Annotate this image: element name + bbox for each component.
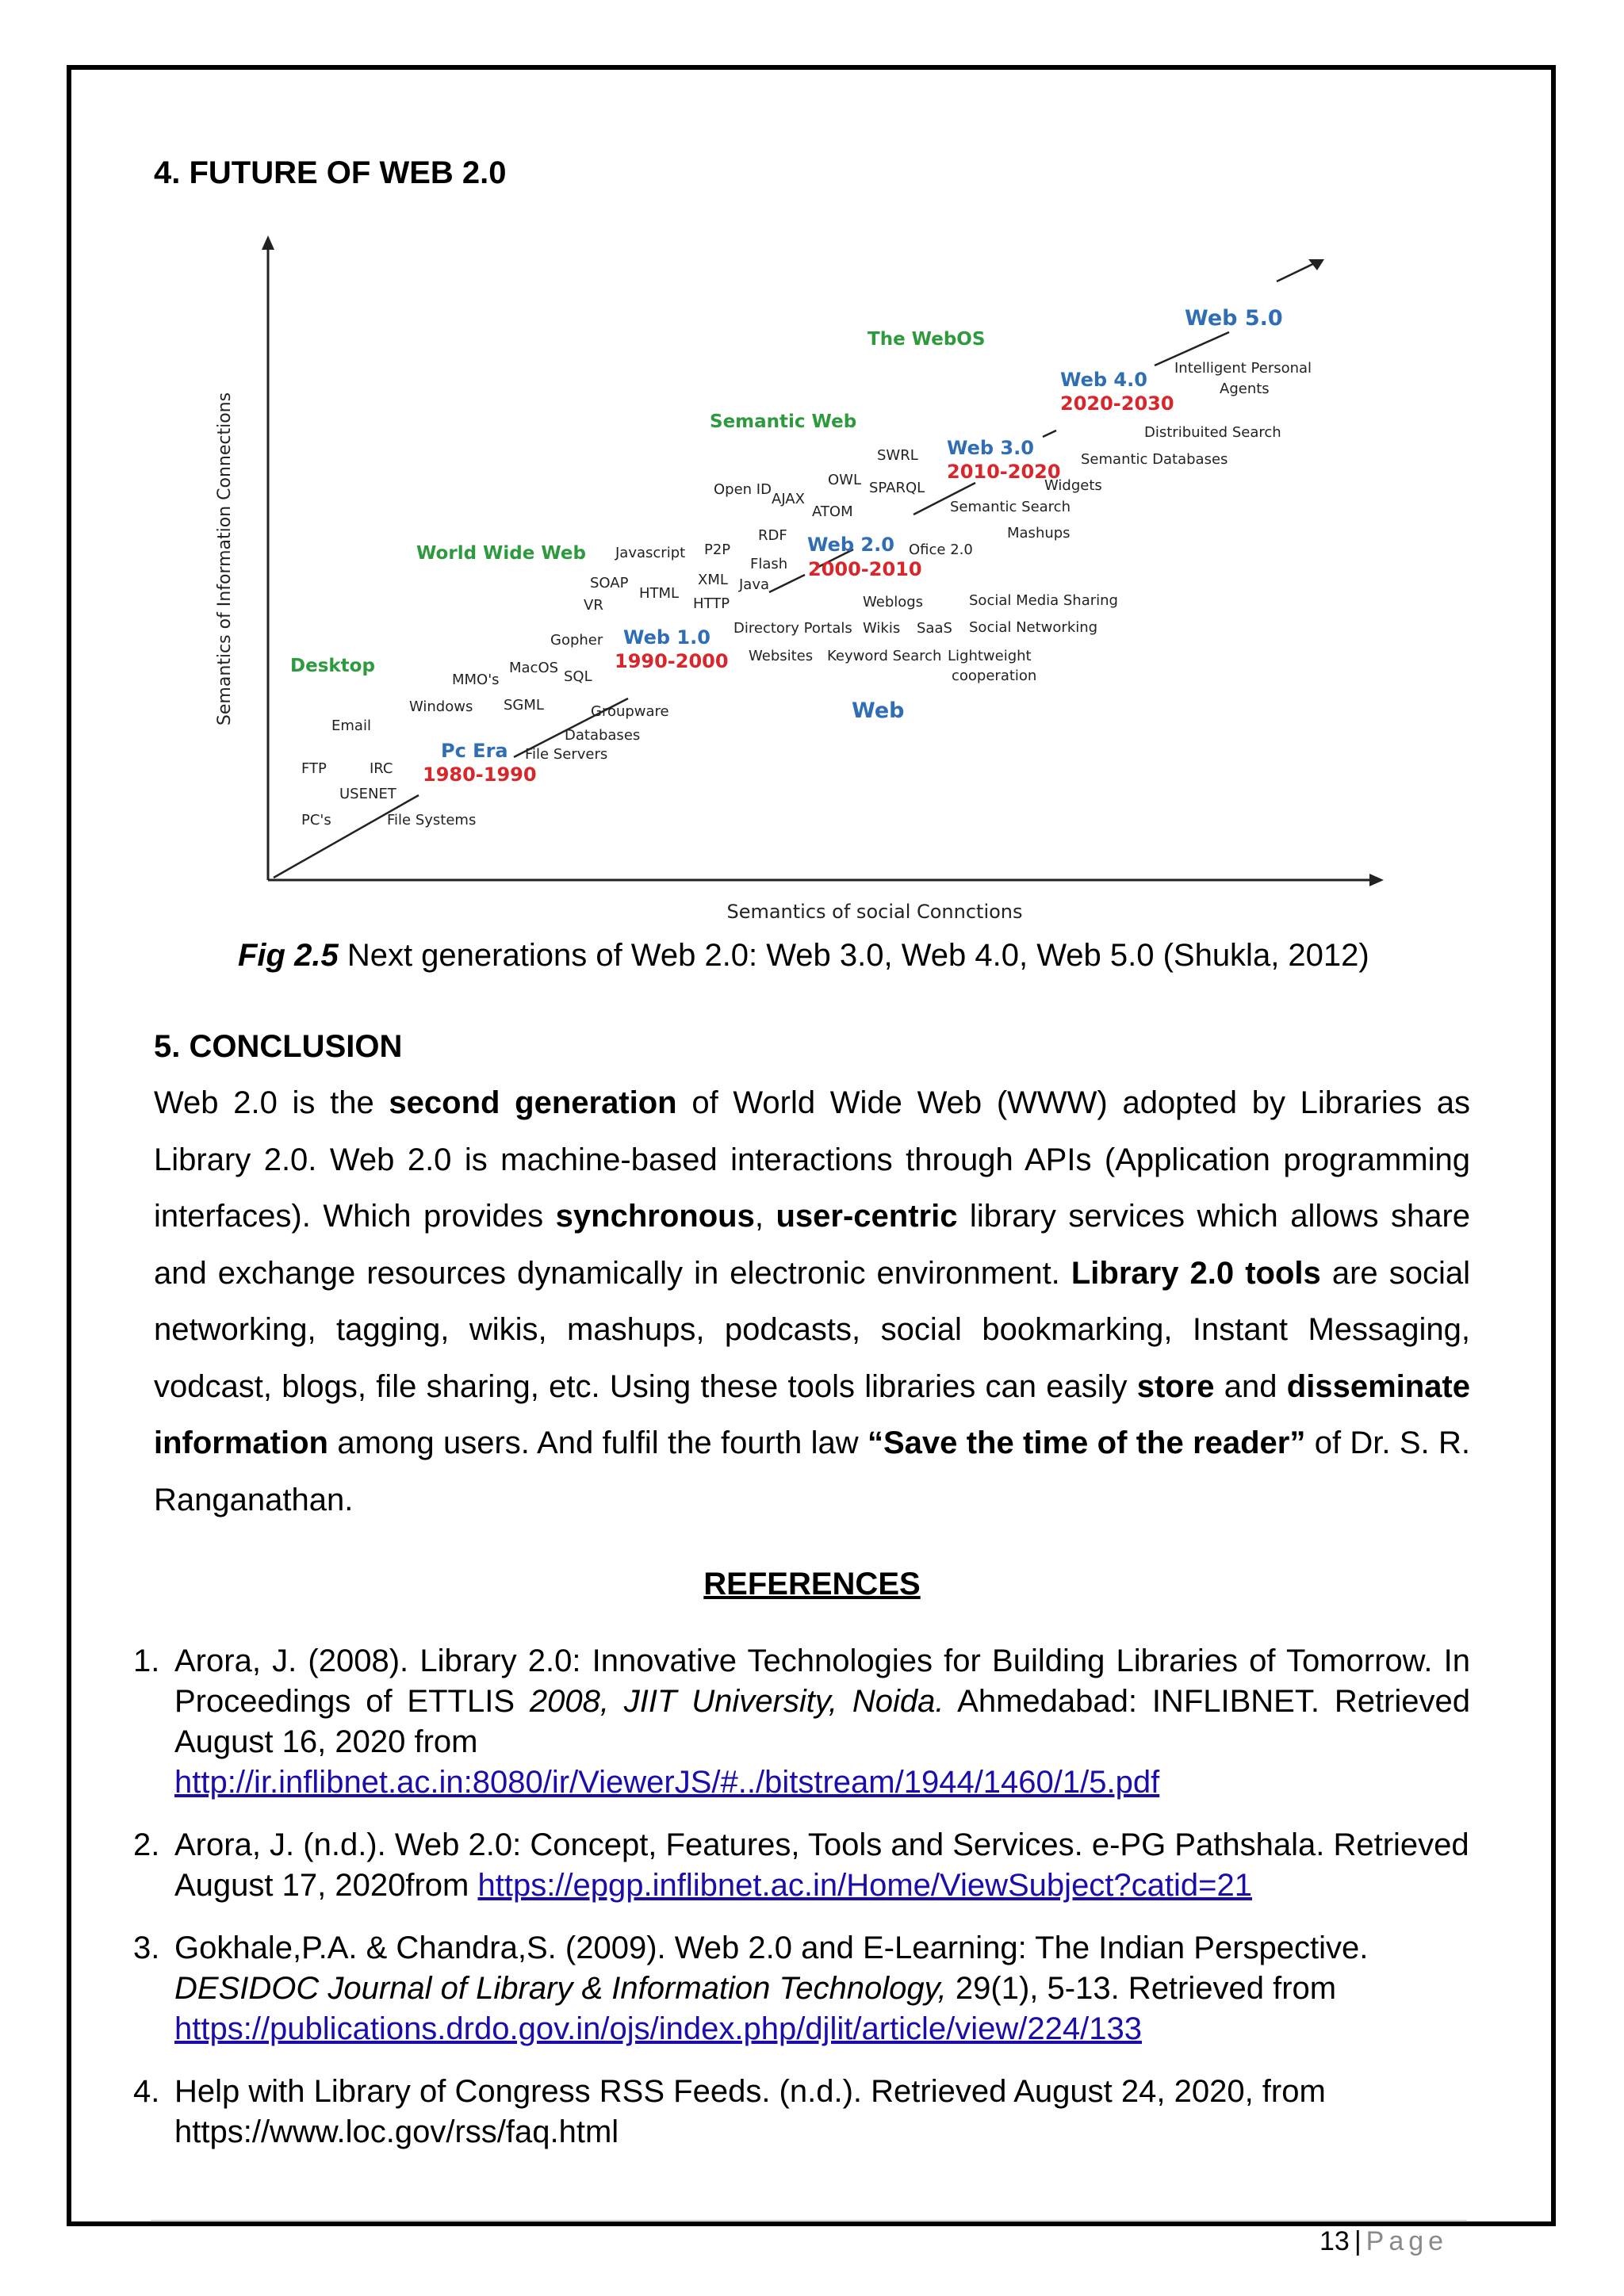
gen-web2: Web 2.0: [807, 534, 894, 556]
caption-text: Next generations of Web 2.0: Web 3.0, Web 4.0, Web 5.0 (Shukla, 2012): [338, 938, 1369, 973]
reference-number: 3.: [133, 1931, 160, 1965]
conclusion-text: of World Wide Web (WWW) adopted by Libraries as Library 2.0. Web 2.0 is machine-based interactions through APIs (Application programming interfaces). Which provides: [154, 1085, 1471, 1234]
page-footer: [1320, 2226, 1448, 2257]
reference-text: 29(1), 5-13. Retrieved from: [946, 1971, 1337, 2006]
term-rdf: RDF: [758, 527, 787, 544]
progress-arrow-line: [1277, 262, 1318, 281]
era-label-desktop: Desktop: [290, 656, 375, 676]
term-databases: Databases: [565, 727, 641, 744]
term-ftp: FTP: [301, 760, 327, 777]
reference-text: Arora, J. (2008). Library 2.0: Innovative Technologies for Building Libraries of Tomorrow. In Proceedings of ETTLIS: [174, 1644, 1470, 1719]
gen-web1-years: 1990-2000: [615, 650, 729, 672]
term-email: Email: [331, 718, 371, 734]
references-heading: REFERENCES: [703, 1567, 921, 1601]
gen-web2-years: 2000-2010: [808, 558, 922, 580]
term-file-servers: File Servers: [525, 746, 608, 763]
term-mmos: MMO's: [452, 672, 500, 688]
conclusion-bold: store: [1136, 1368, 1215, 1404]
era-label-web: Web: [852, 698, 905, 723]
term-sparql: SPARQL: [869, 480, 925, 496]
term-directory-portals: Directory Portals: [733, 620, 852, 637]
conclusion-text: library services which allows share and exchange resources dynamically in electronic environment.: [154, 1199, 1471, 1291]
term-file-systems: File Systems: [387, 812, 477, 828]
term-flash: Flash: [750, 556, 788, 572]
reference-number: 2.: [133, 1827, 160, 1862]
conclusion-bold: second generation: [389, 1085, 677, 1120]
reference-link[interactable]: https://publications.drdo.gov.in/ojs/index.php/djlit/article/view/224/133: [174, 2011, 1142, 2046]
reference-item: [133, 1641, 1470, 1803]
conclusion-text: and: [1214, 1368, 1287, 1404]
term-wikis: Wikis: [863, 620, 901, 637]
term-widgets: Widgets: [1044, 477, 1102, 494]
term-distributed-search: Distribuited Search: [1144, 424, 1281, 441]
gen-web5: Web 5.0: [1185, 306, 1283, 331]
gen-web1: Web 1.0: [623, 626, 710, 649]
term-irc: IRC: [370, 760, 393, 777]
reference-text: Gokhale,P.A. & Chandra,S. (2009). Web 2.0 and E-Learning: The Indian Perspective.: [174, 1931, 1369, 1965]
term-semantic-databases: Semantic Databases: [1081, 451, 1228, 468]
reference-link[interactable]: https://epgp.inflibnet.ac.in/Home/ViewSubject?catid=21: [477, 1868, 1253, 1903]
conclusion-text: of Dr. S. R. Ranganathan.: [154, 1425, 1470, 1517]
term-p2p: P2P: [704, 541, 731, 558]
term-windows: Windows: [409, 698, 473, 715]
gen-web3-years: 2010-2020: [947, 461, 1061, 483]
term-social-media-sharing: Social Media Sharing: [969, 592, 1118, 609]
term-gopher: Gopher: [550, 632, 603, 649]
reference-item: [133, 1928, 1470, 2049]
conclusion-bold: disseminate information: [154, 1368, 1470, 1460]
conclusion-bold: user-centric: [776, 1199, 958, 1234]
term-groupware: Groupware: [591, 703, 669, 720]
term-intelligent-personal: Intelligent Personal: [1174, 360, 1312, 377]
footer-divider: [151, 2220, 1467, 2221]
term-weblogs: Weblogs: [863, 594, 924, 610]
term-xml: XML: [698, 572, 728, 588]
reference-item: [133, 1825, 1470, 1906]
gen-pc-era: Pc Era: [441, 740, 508, 762]
term-mashups: Mashups: [1007, 525, 1071, 541]
term-office: Ofice 2.0: [909, 541, 973, 558]
era-label-semantic-web: Semantic Web: [710, 411, 857, 432]
conclusion-text: Web 2.0 is the: [154, 1085, 389, 1120]
term-agents: Agents: [1220, 381, 1270, 397]
section-heading-future: 4. FUTURE OF WEB 2.0: [154, 155, 507, 190]
term-html: HTML: [639, 585, 680, 602]
gen-web3: Web 3.0: [947, 437, 1034, 459]
term-cooperation: cooperation: [952, 668, 1037, 684]
era-label-www: World Wide Web: [416, 543, 586, 564]
conclusion-bold: synchronous: [555, 1199, 755, 1234]
x-axis-label: Semantics of social Connctions: [726, 901, 1023, 923]
caption-label: Fig 2.5: [238, 938, 339, 973]
term-atom: ATOM: [812, 503, 853, 520]
reference-number: 4.: [133, 2074, 160, 2109]
reference-italic: 2008, JIIT University, Noida.: [529, 1684, 944, 1719]
conclusion-bold: Library 2.0 tools: [1071, 1255, 1321, 1291]
reference-italic: DESIDOC Journal of Library & Information Technology,: [174, 1971, 947, 2006]
figure-diagram: [214, 226, 1404, 932]
progress-segment-web4: [1043, 430, 1056, 437]
figure-caption: [238, 938, 1427, 974]
term-vr: VR: [584, 597, 603, 614]
reference-text: Arora, J. (n.d.). Web 2.0: Concept, Features, Tools and Services. e-PG Pathshala. Retrieved August 17, 2020from: [174, 1827, 1469, 1903]
term-openid: Open ID: [714, 481, 772, 498]
term-keyword-search: Keyword Search: [827, 648, 942, 664]
reference-link[interactable]: http://ir.inflibnet.ac.in:8080/ir/ViewerJS/#../bitstream/1944/1460/1/5.pdf: [174, 1765, 1160, 1800]
section-heading-conclusion: 5. CONCLUSION: [154, 1029, 403, 1064]
y-axis-label: Semantics of Information Connections: [215, 392, 235, 726]
term-java: Java: [739, 576, 770, 593]
term-macos: MacOS: [509, 660, 559, 676]
y-axis-arrowhead: [262, 235, 274, 250]
conclusion-text: ,: [754, 1199, 776, 1234]
term-ajax: AJAX: [772, 491, 805, 507]
progress-segment-pc: [274, 795, 419, 878]
term-social-networking: Social Networking: [969, 619, 1098, 636]
gen-pc-years: 1980-1990: [423, 763, 537, 786]
term-soap: SOAP: [590, 575, 629, 591]
conclusion-paragraph: [154, 1075, 1470, 1529]
term-lightweight: Lightweight: [948, 648, 1032, 664]
reference-body: [174, 1641, 1470, 1762]
reference-text: Ahmedabad: INFLIBNET. Retrieved August 16, 2020 from: [174, 1684, 1471, 1759]
x-axis-arrowhead: [1369, 874, 1384, 886]
progress-segment-web2a: [769, 575, 805, 592]
reference-text: Help with Library of Congress RSS Feeds. (n.d.). Retrieved August 24, 2020, from https://www.loc.gov/rss/faq.html: [174, 2074, 1326, 2149]
term-semantic-search: Semantic Search: [950, 499, 1071, 515]
conclusion-text: are social networking, tagging, wikis, mashups, podcasts, social bookmarking, Instant Messaging, vodcast, blogs, file sharing, etc. Using these tools libraries can easily: [154, 1255, 1471, 1404]
reference-body: [174, 1928, 1470, 2009]
conclusion-bold: “Save the time of the reader”: [867, 1425, 1306, 1460]
footer-separator: |: [1354, 2226, 1362, 2256]
references-list: [133, 1641, 1470, 2175]
term-javascript: Javascript: [615, 545, 686, 561]
era-label-webos: The WebOS: [868, 329, 986, 350]
term-sgml: SGML: [504, 697, 544, 714]
web-generations-figure: [214, 226, 1404, 932]
reference-item: [133, 2072, 1470, 2152]
reference-number: 1.: [133, 1644, 160, 1678]
term-swrl: SWRL: [877, 447, 918, 464]
term-websites: Websites: [749, 648, 814, 664]
term-usenet: USENET: [339, 786, 396, 802]
gen-web4: Web 4.0: [1060, 369, 1147, 391]
page-number: 13: [1320, 2226, 1350, 2256]
term-owl: OWL: [828, 472, 861, 488]
gen-web4-years: 2020-2030: [1060, 392, 1174, 415]
term-saas: SaaS: [917, 620, 952, 637]
term-sql: SQL: [564, 668, 592, 685]
conclusion-text: among users. And fulfil the fourth law: [327, 1425, 868, 1460]
term-http: HTTP: [693, 595, 730, 612]
page-word: Page: [1365, 2226, 1449, 2256]
term-pcs: PC's: [301, 812, 331, 828]
